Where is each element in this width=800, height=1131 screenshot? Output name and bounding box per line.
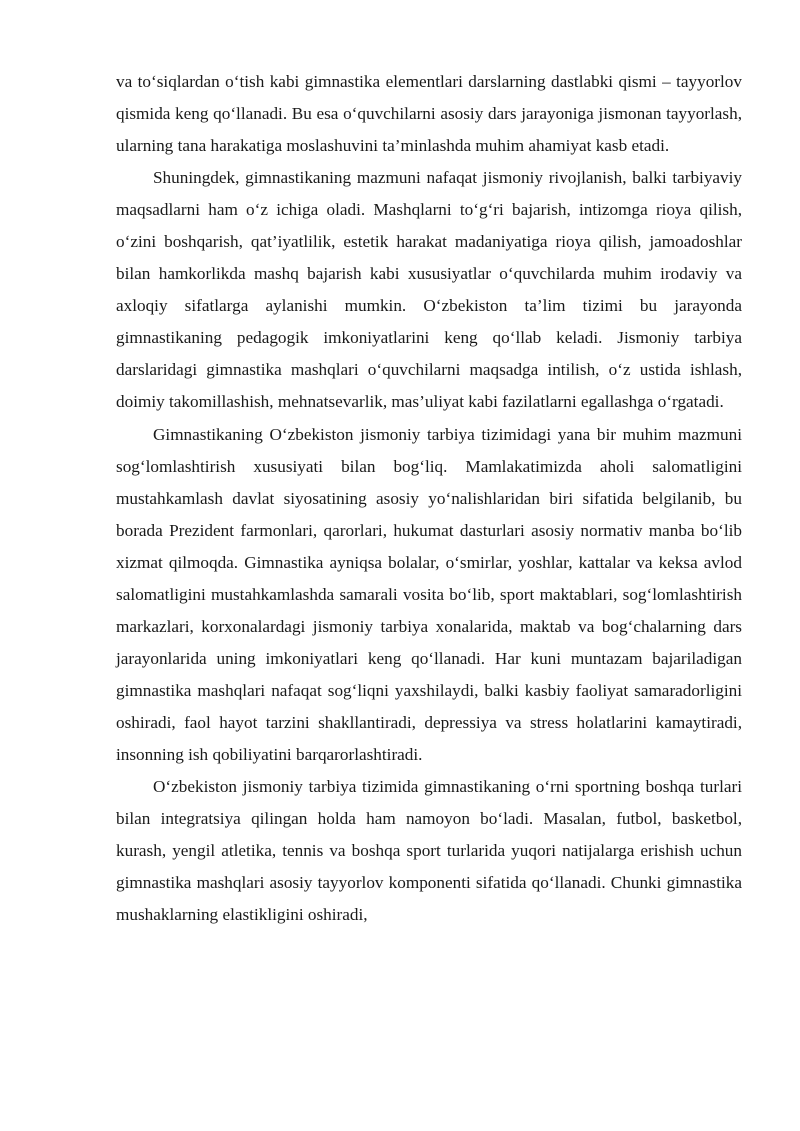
document-page xyxy=(116,66,742,931)
paragraph-2: Shuningdek, gimnastikaning mazmuni nafaqat jismoniy rivojlanish, balki tarbiyaviy maqsadlarni ham o‘z ichiga oladi. Mashqlarni to‘g‘ri bajarish, intizomga rioya qilish, o‘zini boshqarish, qat’iyatlilik, estetik harakat madaniyatiga rioya qilish, jamoadoshlar bilan hamkorlikda mashq bajarish kabi xususiyatlar o‘quvchilarda muhim irodaviy va axloqiy sifatlarga aylanishi mumkin. O‘zbekiston ta’lim tizimi bu jarayonda gimnastikaning pedagogik imkoniyatlarini keng qo‘llab keladi. Jismoniy tarbiya darslaridagi gimnastika mashqlari o‘quvchilarni maqsadga intilish, o‘z ustida ishlash, doimiy takomillashish, mehnatsevarlik, mas’uliyat kabi fazilatlarni egallashga o‘rgatadi. xyxy=(116,168,742,412)
paragraph-3: Gimnastikaning O‘zbekiston jismoniy tarbiya tizimidagi yana bir muhim mazmuni sog‘lomlashtirish xususiyati bilan bog‘liq. Mamlakatimizda aholi salomatligini mustahkamlash davlat siyosatining asosiy yo‘nalishlaridan biri sifatida belgilanib, bu borada Prezident farmonlari, qarorlari, hukumat dasturlari asosiy normativ manba bo‘lib xizmat qilmoqda. Gimnastika ayniqsa bolalar, o‘smirlar, yoshlar, kattalar va keksa avlod salomatligini mustahkamlashda samarali vosita bo‘lib, sport maktablari, sog‘lomlashtirish markazlari, korxonalardagi jismoniy tarbiya xonalarida, maktab va bog‘chalarning dars jarayonlarida uning imkoniyatlari keng qo‘llanadi. Har kuni muntazam bajariladigan gimnastika mashqlari nafaqat sog‘liqni yaxshilaydi, balki kasbiy faoliyat samaradorligini oshiradi, faol hayot tarzini shakllantiradi, depressiya va stress holatlarini kamaytiradi, insonning ish qobiliyatini barqarorlashtiradi. xyxy=(116,424,742,764)
paragraph-1: va to‘siqlardan o‘tish kabi gimnastika elementlari darslarning dastlabki qismi – tayyorlov qismida keng qo‘llanadi. Bu esa o‘quvchilarni asosiy dars jarayoniga jismonan tayyorlash, ularning tana harakatiga moslashuvini ta’minlashda muhim ahamiyat kasb etadi. xyxy=(116,72,742,156)
paragraph-4: O‘zbekiston jismoniy tarbiya tizimida gimnastikaning o‘rni sportning boshqa turlari bilan integratsiya qilingan holda ham namoyon bo‘ladi. Masalan, futbol, basketbol, kurash, yengil atletika, tennis va boshqa sport turlarida yuqori natijalarga erishish uchun gimnastika mashqlari asosiy tayyorlov komponenti sifatida qo‘llanadi. Chunki gimnastika mushaklarning elastikligini oshiradi, xyxy=(116,777,742,925)
